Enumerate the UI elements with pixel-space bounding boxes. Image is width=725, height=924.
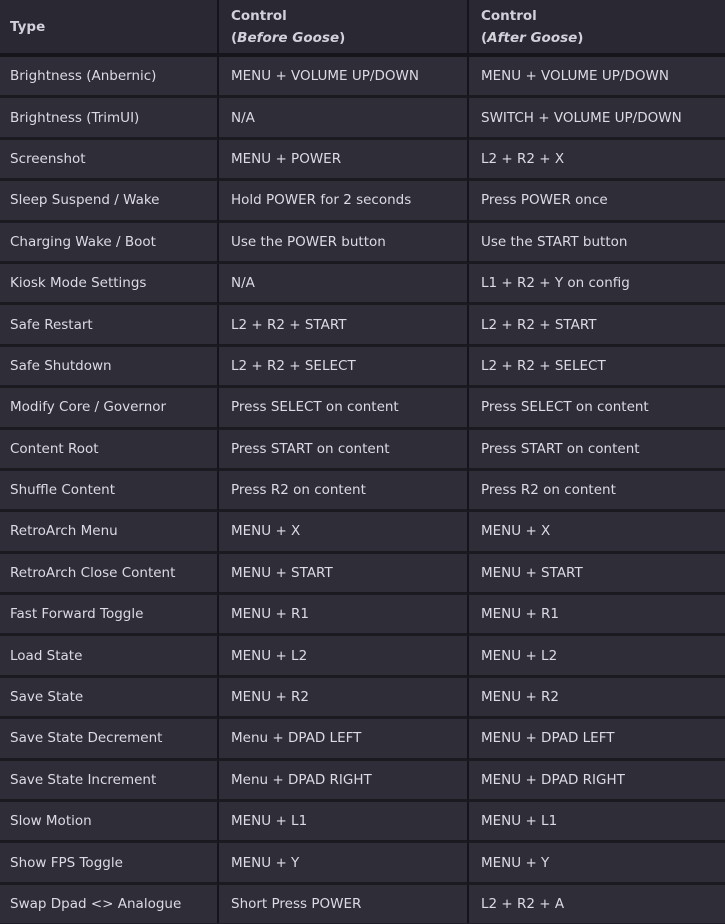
cell-control-before: MENU + L2 [219,636,469,677]
cell-control-before: MENU + START [219,554,469,595]
table-body [0,57,725,923]
cell-control-before: N/A [219,264,469,305]
cell-type: Slow Motion [0,802,219,843]
cell-control-before: Short Press POWER [219,885,469,923]
cell-type: Sleep Suspend / Wake [0,181,219,222]
cell-type: Charging Wake / Boot [0,223,219,264]
cell-control-after: Press R2 on content [469,471,725,512]
table-row [0,223,725,264]
cell-control-before: Hold POWER for 2 seconds [219,181,469,222]
cell-type: Kiosk Mode Settings [0,264,219,305]
cell-control-after: Press POWER once [469,181,725,222]
cell-control-before: MENU + L1 [219,802,469,843]
cell-control-before: MENU + R1 [219,595,469,636]
cell-control-before: MENU + POWER [219,140,469,181]
cell-type: Content Root [0,430,219,471]
cell-control-before: N/A [219,98,469,139]
table-row [0,512,725,553]
cell-control-before: Press SELECT on content [219,388,469,429]
cell-type: Modify Core / Governor [0,388,219,429]
cell-type: RetroArch Close Content [0,554,219,595]
cell-type: Screenshot [0,140,219,181]
cell-control-after: MENU + DPAD LEFT [469,719,725,760]
cell-type: Safe Restart [0,305,219,346]
table-row [0,843,725,884]
cell-type: Show FPS Toggle [0,843,219,884]
table-row [0,719,725,760]
header-control-before: Control (Before Goose) [219,0,469,57]
cell-control-after: MENU + VOLUME UP/DOWN [469,57,725,98]
before-goose-label: Before Goose [237,29,340,46]
cell-control-after: MENU + DPAD RIGHT [469,761,725,802]
cell-type: Save State Decrement [0,719,219,760]
cell-control-before: L2 + R2 + SELECT [219,347,469,388]
cell-control-after: MENU + R1 [469,595,725,636]
table-row [0,264,725,305]
cell-type: RetroArch Menu [0,512,219,553]
cell-control-before: MENU + VOLUME UP/DOWN [219,57,469,98]
table-row [0,636,725,677]
table-row [0,761,725,802]
cell-control-after: L2 + R2 + START [469,305,725,346]
table-row [0,595,725,636]
cell-control-before: MENU + X [219,512,469,553]
table-row [0,430,725,471]
cell-control-before: Use the POWER button [219,223,469,264]
cell-control-after: MENU + Y [469,843,725,884]
cell-type: Safe Shutdown [0,347,219,388]
cell-control-after: Press SELECT on content [469,388,725,429]
cell-control-before: Press START on content [219,430,469,471]
cell-control-after: L2 + R2 + A [469,885,725,923]
header-control-after: Control (After Goose) [469,0,725,57]
cell-control-after: L2 + R2 + X [469,140,725,181]
header-row [0,0,725,57]
cell-control-after: MENU + START [469,554,725,595]
cell-control-after: MENU + X [469,512,725,553]
cell-control-before: MENU + Y [219,843,469,884]
cell-type: Brightness (Anbernic) [0,57,219,98]
cell-type: Save State [0,678,219,719]
table-row [0,98,725,139]
table-row [0,678,725,719]
cell-control-after: MENU + L1 [469,802,725,843]
table-row [0,57,725,98]
cell-type: Fast Forward Toggle [0,595,219,636]
table-row [0,388,725,429]
cell-control-after: MENU + R2 [469,678,725,719]
cell-type: Load State [0,636,219,677]
cell-control-before: MENU + R2 [219,678,469,719]
cell-type: Swap Dpad <> Analogue [0,885,219,923]
table-row [0,305,725,346]
header-type: Type [0,0,219,57]
table-row [0,140,725,181]
after-goose-label: After Goose [487,29,578,46]
cell-type: Shuffle Content [0,471,219,512]
cell-control-after: Press START on content [469,430,725,471]
table-row [0,347,725,388]
table-row [0,885,725,923]
cell-control-after: L2 + R2 + SELECT [469,347,725,388]
table-row [0,181,725,222]
cell-control-before: Menu + DPAD LEFT [219,719,469,760]
table-row [0,802,725,843]
cell-control-before: Press R2 on content [219,471,469,512]
table-row [0,554,725,595]
cell-control-after: L1 + R2 + Y on config [469,264,725,305]
cell-control-before: L2 + R2 + START [219,305,469,346]
cell-type: Save State Increment [0,761,219,802]
cell-control-before: Menu + DPAD RIGHT [219,761,469,802]
cell-control-after: SWITCH + VOLUME UP/DOWN [469,98,725,139]
cell-control-after: MENU + L2 [469,636,725,677]
cell-type: Brightness (TrimUI) [0,98,219,139]
table-row [0,471,725,512]
table-header [0,0,725,57]
cell-control-after: Use the START button [469,223,725,264]
